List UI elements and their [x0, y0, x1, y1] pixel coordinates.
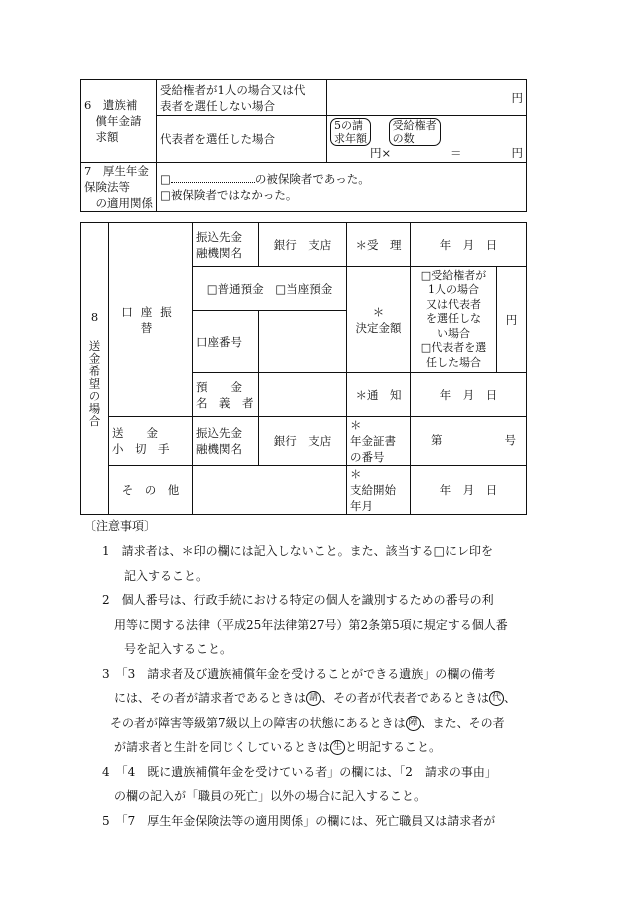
- bank-transfer-label: 口座振替: [109, 223, 193, 417]
- single-recipient-desc: 受給権者が1人の場合又は代 表者を選任しない場合: [157, 80, 327, 116]
- circled-sei-mark: 請: [306, 691, 321, 706]
- note-3-line2: には、その者が請求者であるときは 請 、その者が代表者であるときは 代 、: [114, 691, 517, 705]
- received-date-field[interactable]: 年 月 日: [411, 223, 527, 267]
- pension-cert-number-field[interactable]: 第 号: [411, 417, 527, 466]
- annual-amount-bracket: 5の請 求年額: [330, 118, 371, 146]
- decided-amount-field[interactable]: 円: [497, 267, 527, 373]
- note-2-line2: 用等に関する法律（平成25年法律第27号）第2条第5項に規定する個人番: [114, 617, 508, 632]
- bank-branch-field[interactable]: 銀行 支店: [259, 223, 347, 267]
- item6-label: 6 遺族補 償年金請 求額: [81, 80, 157, 163]
- insurer-name-field[interactable]: [171, 171, 255, 183]
- note-1-line1: 1 請求者は、＊印の欄には記入しないこと。また、該当する□にレ印を: [102, 544, 493, 558]
- received-label: ＊受 理: [347, 223, 411, 267]
- circled-dai-mark: 代: [489, 691, 504, 706]
- notice-date-field[interactable]: 年 月 日: [411, 373, 527, 417]
- note-1-line2: 記入すること。: [124, 568, 209, 583]
- note-4-line2: の欄の記入が「職員の死亡」以外の場合に記入すること。: [114, 789, 427, 803]
- check-bank-branch-field[interactable]: 銀行 支店: [259, 417, 347, 466]
- not-insured-checkbox[interactable]: □: [160, 188, 171, 202]
- decided-amount-label: ＊ 決定金額: [347, 267, 411, 373]
- equals-sign: ＝: [450, 146, 462, 160]
- payment-start-date-field[interactable]: 年 月 日: [411, 466, 527, 515]
- total-yen: 円: [511, 146, 523, 160]
- note-4-line1: 4 「4 既に遺族補償年金を受けている者」の欄には、「2 請求の事由」: [102, 764, 497, 779]
- item7-label: 7 厚生年金保険法等 の適用関係: [81, 163, 157, 212]
- pension-claim-table: [80, 79, 527, 212]
- payment-start-label: ＊ 支給開始 年月: [347, 466, 411, 515]
- bank-name-label: 振込先金 融機関名: [193, 223, 259, 267]
- note-2-line1: 2 個人番号は、行政手続における特定の個人を識別するための番号の利: [102, 593, 494, 607]
- section8-label: 8 送金希望の場合: [81, 223, 109, 515]
- recipient-count-bracket: 受給権者 の数: [389, 118, 441, 146]
- pension-law-status: □ の被保険者であった。 □被保険者ではなかった。: [157, 163, 527, 212]
- remittance-table: [80, 222, 527, 515]
- notice-label: ＊通 知: [347, 373, 411, 417]
- ordinary-deposit-checkbox[interactable]: □普通預金: [206, 281, 264, 296]
- account-number-label: 口座番号: [193, 311, 259, 373]
- times-sign: 円×: [370, 146, 392, 160]
- note-3-line1: 3 「3 請求者及び遺族補償年金を受けることができる遺族」の欄の備考: [102, 666, 496, 681]
- decided-amount-choice: □受給権者が 1人の場合 又は代表者 を選任しな い場合 □代表者を選 任した場合: [411, 267, 497, 373]
- note-3-line4: が請求者と生計を同じくしているときは 生 と明記すること。: [114, 740, 442, 754]
- pension-cert-label: ＊ 年金証書 の番号: [347, 417, 411, 466]
- account-holder-label: 預 金 名 義 者: [193, 373, 259, 417]
- note-5-line1: 5 「7 厚生年金保険法等の適用関係」の欄には、死亡職員又は請求者が: [102, 813, 496, 828]
- representative-desc: 代表者を選任した場合: [157, 116, 327, 163]
- other-label: そ の 他: [109, 466, 193, 515]
- remittance-check-label: 送 金 小 切 手: [109, 417, 193, 466]
- account-holder-field[interactable]: [259, 373, 347, 417]
- notes-section: [84, 515, 534, 833]
- insured-checkbox[interactable]: □: [160, 172, 171, 186]
- single-recipient-amount-field[interactable]: 円: [327, 80, 527, 116]
- note-3-line3: その者が障害等級第7級以上の障害の状態にあるときは 障 、また、その者: [110, 715, 505, 730]
- other-field[interactable]: [193, 466, 347, 515]
- note-2-line3: 号を記入すること。: [124, 642, 233, 656]
- circled-sho-mark: 障: [406, 716, 421, 731]
- account-type-row: [193, 267, 347, 311]
- circled-sei2-mark: 生: [330, 740, 345, 755]
- account-number-field[interactable]: [259, 311, 347, 373]
- notes-heading: 〔注意事項〕: [84, 519, 157, 533]
- representative-amount-field[interactable]: [327, 116, 527, 163]
- check-bank-name-label: 振込先金 融機関名: [193, 417, 259, 466]
- checking-deposit-checkbox[interactable]: □当座預金: [275, 281, 333, 296]
